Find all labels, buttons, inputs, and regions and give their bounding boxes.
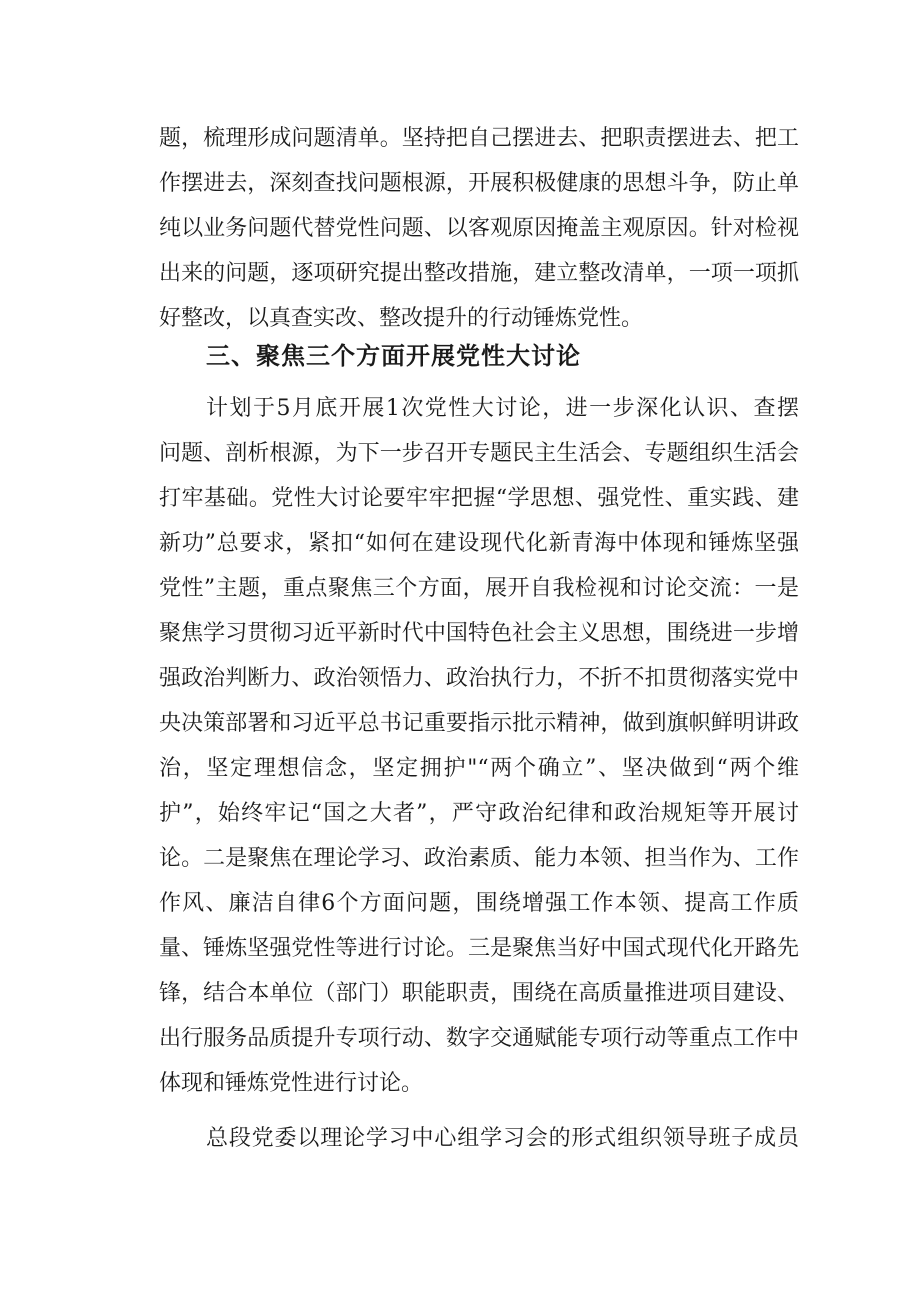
paragraph-2-line-12: 作风、廉洁自律6个方面问题，围绕增强工作本领、提高工作质 — [159, 891, 799, 916]
paragraph-3-line-1: 总段党委以理论学习中心组学习会的形式组织领导班子成员 — [206, 1126, 799, 1151]
paragraph-2-line-15: 出行服务品质提升专项行动、数字交通赋能专项行动等重点工作中 — [159, 1026, 799, 1051]
section-heading: 三、聚焦三个方面开展党性大讨论 — [206, 342, 581, 370]
paragraph-2-line-10: 护”，始终牢记“国之大者”，严守政治纪律和政治规矩等开展讨 — [159, 801, 799, 826]
paragraph-1-line-1: 题，梳理形成问题清单。坚持把自己摆进去、把职责摆进去、把工 — [159, 126, 799, 151]
paragraph-2-line-13: 量、锤炼坚强党性等进行讨论。三是聚焦当好中国式现代化开路先 — [159, 936, 799, 961]
paragraph-2-line-7: 强政治判断力、政治领悟力、政治执行力，不折不扣贯彻落实党中 — [159, 666, 799, 691]
paragraph-2-line-14: 锋，结合本单位（部门）职能职责，围绕在高质量推进项目建设、 — [159, 981, 799, 1006]
paragraph-2-line-4: 新功”总要求，紧扣“如何在建设现代化新青海中体现和锤炼坚强 — [159, 531, 799, 556]
paragraph-2-line-11: 论。二是聚焦在理论学习、政治素质、能力本领、担当作为、工作 — [159, 846, 799, 871]
paragraph-1-line-5: 好整改，以真查实改、整改提升的行动锤炼党性。 — [159, 306, 644, 331]
paragraph-1-line-2: 作摆进去，深刻查找问题根源，开展积极健康的思想斗争，防止单 — [159, 171, 799, 196]
paragraph-2-line-8: 央决策部署和习近平总书记重要指示批示精神，做到旗帜鲜明讲政 — [159, 711, 799, 736]
paragraph-2-line-6: 聚焦学习贯彻习近平新时代中国特色社会主义思想，围绕进一步增 — [159, 621, 799, 646]
paragraph-2-line-16: 体现和锤炼党性进行讨论。 — [159, 1071, 424, 1096]
paragraph-2-line-1: 计划于5月底开展1次党性大讨论，进一步深化认识、查摆 — [206, 396, 799, 421]
paragraph-1-line-3: 纯以业务问题代替党性问题、以客观原因掩盖主观原因。针对检视 — [159, 216, 799, 241]
paragraph-2-line-5: 党性”主题，重点聚焦三个方面，展开自我检视和讨论交流：一是 — [159, 576, 799, 601]
paragraph-2-line-2: 问题、剖析根源，为下一步召开专题民主生活会、专题组织生活会 — [159, 441, 799, 466]
paragraph-1-line-4: 出来的问题，逐项研究提出整改措施，建立整改清单，一项一项抓 — [159, 261, 799, 286]
paragraph-2-line-3: 打牢基础。党性大讨论要牢牢把握“学思想、强党性、重实践、建 — [159, 486, 799, 511]
paragraph-2-line-9: 治，坚定理想信念，坚定拥护"“两个确立”、坚决做到“两个维 — [159, 756, 799, 781]
